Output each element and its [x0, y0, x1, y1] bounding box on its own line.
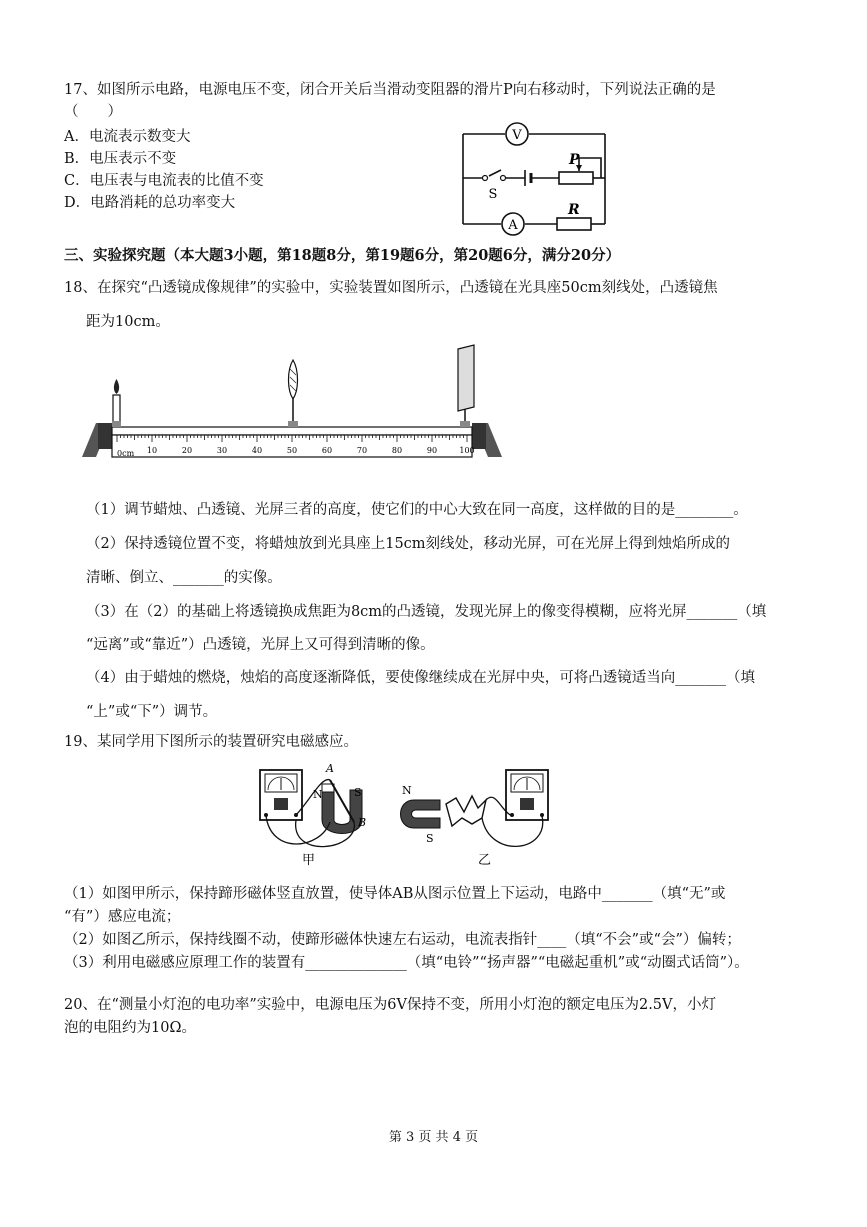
- q17-option-c: C．电压表与电流表的比值不变: [64, 173, 264, 189]
- q19-part1-line1: （1）如图甲所示，保持蹄形磁体竖直放置，使导体AB从图示位置上下运动，电路中_______（填“无”或: [64, 886, 726, 902]
- switch-label: S: [488, 187, 498, 202]
- q19-stem: 19、某同学用下图所示的装置研究电磁感应。: [64, 734, 358, 750]
- ammeter-label: A: [508, 218, 518, 233]
- q18-part3-line2: “远离”或“靠近”）凸透镜，光屏上又可得到清晰的像。: [86, 637, 435, 653]
- coil: [446, 796, 486, 826]
- label-n-left: N: [313, 788, 323, 801]
- q18-part1: （1）调节蜡烛、凸透镜、光屏三者的高度，使它们的中心大致在同一高度，这样做的目的是________。: [86, 502, 748, 518]
- q18-stem-line2: 距为10cm。: [86, 314, 170, 330]
- galvanometer-right: [506, 770, 548, 820]
- bench-tick-label: 40: [251, 446, 263, 455]
- q17-answer-bracket: （ ）: [64, 104, 122, 120]
- q17-option-a: A．电流表示数变大: [64, 129, 191, 145]
- q19-part3: （3）利用电磁感应原理工作的装置有______________（填“电铃”“扬声器”“电磁起重机”或“动圈式话筒”）。: [64, 955, 749, 971]
- q20-stem-line1: 20、在“测量小灯泡的电功率”实验中，电源电压为6V保持不变，所用小灯泡的额定电压为2.5V，小灯: [64, 997, 717, 1013]
- q17-circuit-diagram: [455, 120, 615, 235]
- bench-unit-label: 0cm: [117, 449, 135, 458]
- bench-tick-label: 30: [216, 446, 228, 455]
- q18-part4-line1: （4）由于蜡烛的燃烧，烛焰的高度逐渐降低，要使像继续成在光屏中央，可将凸透镜适当向_______（填: [86, 670, 755, 686]
- light-screen: [458, 345, 474, 427]
- label-s-right: S: [426, 832, 434, 845]
- q17-stem-line1: 17、如图所示电路，电源电压不变，闭合开关后当滑动变阻器的滑片P向右移动时，下列说法正确的是: [64, 82, 716, 98]
- q18-part3-line1: （3）在（2）的基础上将透镜换成焦距为8cm的凸透镜，发现光屏上的像变得模糊，应将光屏_______（填: [86, 604, 767, 620]
- q20-stem-line2: 泡的电阻约为10Ω。: [64, 1020, 196, 1036]
- q17-option-b: B．电压表示不变: [64, 151, 177, 167]
- label-a: A: [326, 762, 334, 775]
- candle: [112, 379, 121, 427]
- galvanometer-left: [260, 770, 302, 820]
- page-footer: 第 3 页 共 4 页: [388, 1130, 479, 1145]
- label-b: B: [358, 816, 367, 829]
- caption-yi: 乙: [478, 853, 492, 868]
- q19-part2: （2）如图乙所示，保持线圈不动，使蹄形磁体快速左右运动，电流表指针____（填“不会”或“会”）偏转；: [64, 932, 741, 948]
- q18-part2-line1: （2）保持透镜位置不变，将蜡烛放到光具座上15cm刻线处，移动光屏，可在光屏上得到烛焰所成的: [86, 536, 731, 552]
- label-n-right: N: [402, 784, 412, 797]
- q19-part1-line2: “有”）感应电流；: [64, 909, 181, 925]
- convex-lens: [288, 360, 298, 427]
- optical-bench-figure: [82, 345, 502, 460]
- electromagnetic-induction-figure: [250, 760, 560, 870]
- bench-tick-label: 20: [181, 446, 193, 455]
- q18-part2-line2: 清晰、倒立、_______的实像。: [86, 570, 282, 586]
- q17-option-d: D．电路消耗的总功率变大: [64, 195, 236, 211]
- section-3-heading: 三、实验探究题（本大题3小题，第18题8分，第19题6分，第20题6分，满分20分）: [64, 247, 621, 264]
- q18-stem-line1: 18、在探究“凸透镜成像规律”的实验中，实验装置如图所示，凸透镜在光具座50cm刻线处，凸透镜焦: [64, 280, 718, 296]
- resistor-label: R: [568, 202, 580, 218]
- bench-tick-label: 60: [321, 446, 333, 455]
- horseshoe-magnet-right: [401, 800, 441, 828]
- slider-label: P: [569, 152, 580, 168]
- bench-tick-label: 80: [391, 446, 403, 455]
- bench-tick-label: 100: [459, 446, 475, 455]
- bench-tick-label: 10: [146, 446, 158, 455]
- voltmeter-label: V: [512, 128, 522, 143]
- q18-part4-line2: “上”或“下”）调节。: [86, 704, 218, 720]
- bench-tick-label: 90: [426, 446, 438, 455]
- bench-tick-label: 50: [286, 446, 298, 455]
- bench-tick-label: 70: [356, 446, 368, 455]
- caption-jia: 甲: [302, 853, 316, 868]
- label-s-left: S: [354, 786, 362, 799]
